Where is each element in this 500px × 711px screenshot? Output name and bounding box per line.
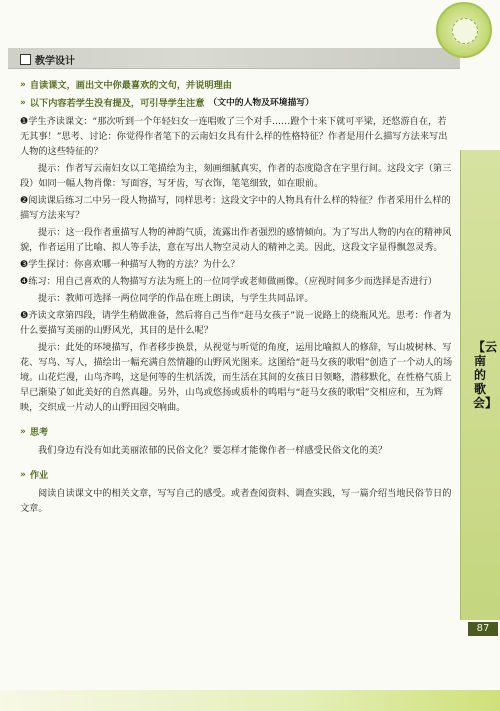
tip-paragraph: 提示：这一段作者重描写人物的神韵气质，流露出作者强烈的感情倾向。为了写出人物的内在的精神风貌，作者运用了比喻、拟人等手法，意在写出人物空灵动人的精神之美。因此，这段文字显得飘忽灵秀。 bbox=[20, 227, 452, 253]
header-band bbox=[8, 48, 460, 69]
numbered-paragraph: ❸学生探讨：你喜欢哪一种描写人物的方法？为什么？ bbox=[20, 259, 240, 270]
tip-paragraph: 提示：教师可选择一两位同学的作品在班上朗读，与学生共同品评。 bbox=[38, 293, 314, 304]
main-content bbox=[20, 76, 454, 518]
tip-paragraph: 提示：作者写云南妇女以工笔描绘为主，刻画细腻真实，作者的态度隐含在字里行间。这段文字（第三段）如同一幅人物肖像：写面容，写牙齿，写衣饰，笔笔细致，如在眼前。 bbox=[20, 163, 452, 189]
page-number: 87 bbox=[468, 622, 498, 636]
double-arrow-icon: » bbox=[20, 80, 26, 90]
numbered-paragraph: ❷阅读课后练习二中另一段人物描写，同样思考：这段文字中的人物具有什么样的特征？作者采用什么样的描写方法来写？ bbox=[20, 195, 451, 221]
double-arrow-icon: » bbox=[20, 470, 26, 480]
section-heading-text: 作业 bbox=[29, 470, 49, 481]
tip-paragraph: 阅读自读课文中的相关文章，写写自己的感受。或者查阅资料、调查实践，写一篇介绍当地民俗节日的文章。 bbox=[20, 488, 452, 514]
header-tab bbox=[20, 52, 75, 66]
bottom-band bbox=[0, 690, 500, 711]
side-band bbox=[460, 150, 500, 620]
double-arrow-icon: » bbox=[20, 98, 26, 108]
checkbox-square-icon bbox=[20, 54, 31, 65]
header-tab-label: 教学设计 bbox=[35, 55, 75, 67]
section-heading bbox=[20, 425, 454, 440]
section-heading bbox=[20, 78, 454, 93]
section-heading bbox=[20, 96, 454, 111]
numbered-paragraph: ❺齐读文章第四段，请学生稍做准备，然后将自己当作“赶马女孩子”说一说路上的绕瓶风光。思考：作者为什么要描写美丽的山野风光，其目的是什么呢？ bbox=[20, 310, 452, 336]
section-heading-text: 自读课文，画出文中你最喜欢的文句，并说明理由 bbox=[29, 80, 232, 91]
section-heading-text: 以下内容若学生没有提及，可引导学生注意 bbox=[29, 98, 205, 109]
decorative-emblem-icon bbox=[436, 2, 492, 58]
tip-paragraph: 我们身边有没有如此美丽浓郁的民俗文化？要怎样才能像作者一样感受民俗文化的美？ bbox=[38, 445, 388, 456]
vertical-title: 【云南的歌会】 bbox=[473, 340, 498, 410]
double-arrow-icon: » bbox=[20, 427, 26, 437]
section-heading-text: 思考 bbox=[29, 427, 49, 438]
section-heading-note: （文中的人物及环境描写） bbox=[208, 98, 314, 108]
section-heading bbox=[20, 468, 454, 483]
numbered-paragraph: ❶学生齐读课文：“那次听到一个年轻妇女一连唱败了三个对手……蹬个十来下就可平梁，还悠游自在，若无其事！”思考、讨论：你觉得作者笔下的云南妇女具有什么样的性格特征？作者是用什么描写方法来写出人物的这些特征的？ bbox=[20, 116, 448, 157]
tip-paragraph: 提示：此处的环境描写，作者移步换景，从视觉与听觉的角度，运用比喻拟人的修辞，写山坡树林、写花、写鸟、写人，描绘出一幅充满自然情趣的山野风光图来。这图给“赶马女孩的歌唱”创造了一个动人的场境。山花烂漫，山鸟齐鸣，这是何等的生机活泼，而生活在其间的女孩日日领略，潜移默化，在性格气质上早已渐染了如此美好的自然真趣。另外，山鸟或悠扬或质朴的鸣唱与“赶马女孩的歌唱”交相应和，互为辉映，交织成一片动人的山野田园交响曲。 bbox=[20, 342, 453, 413]
numbered-paragraph: ❹练习：用自己喜欢的人物描写方法为班上的一位同学或老师做画像。（应视时间多少而选择是否进行） bbox=[20, 276, 438, 287]
